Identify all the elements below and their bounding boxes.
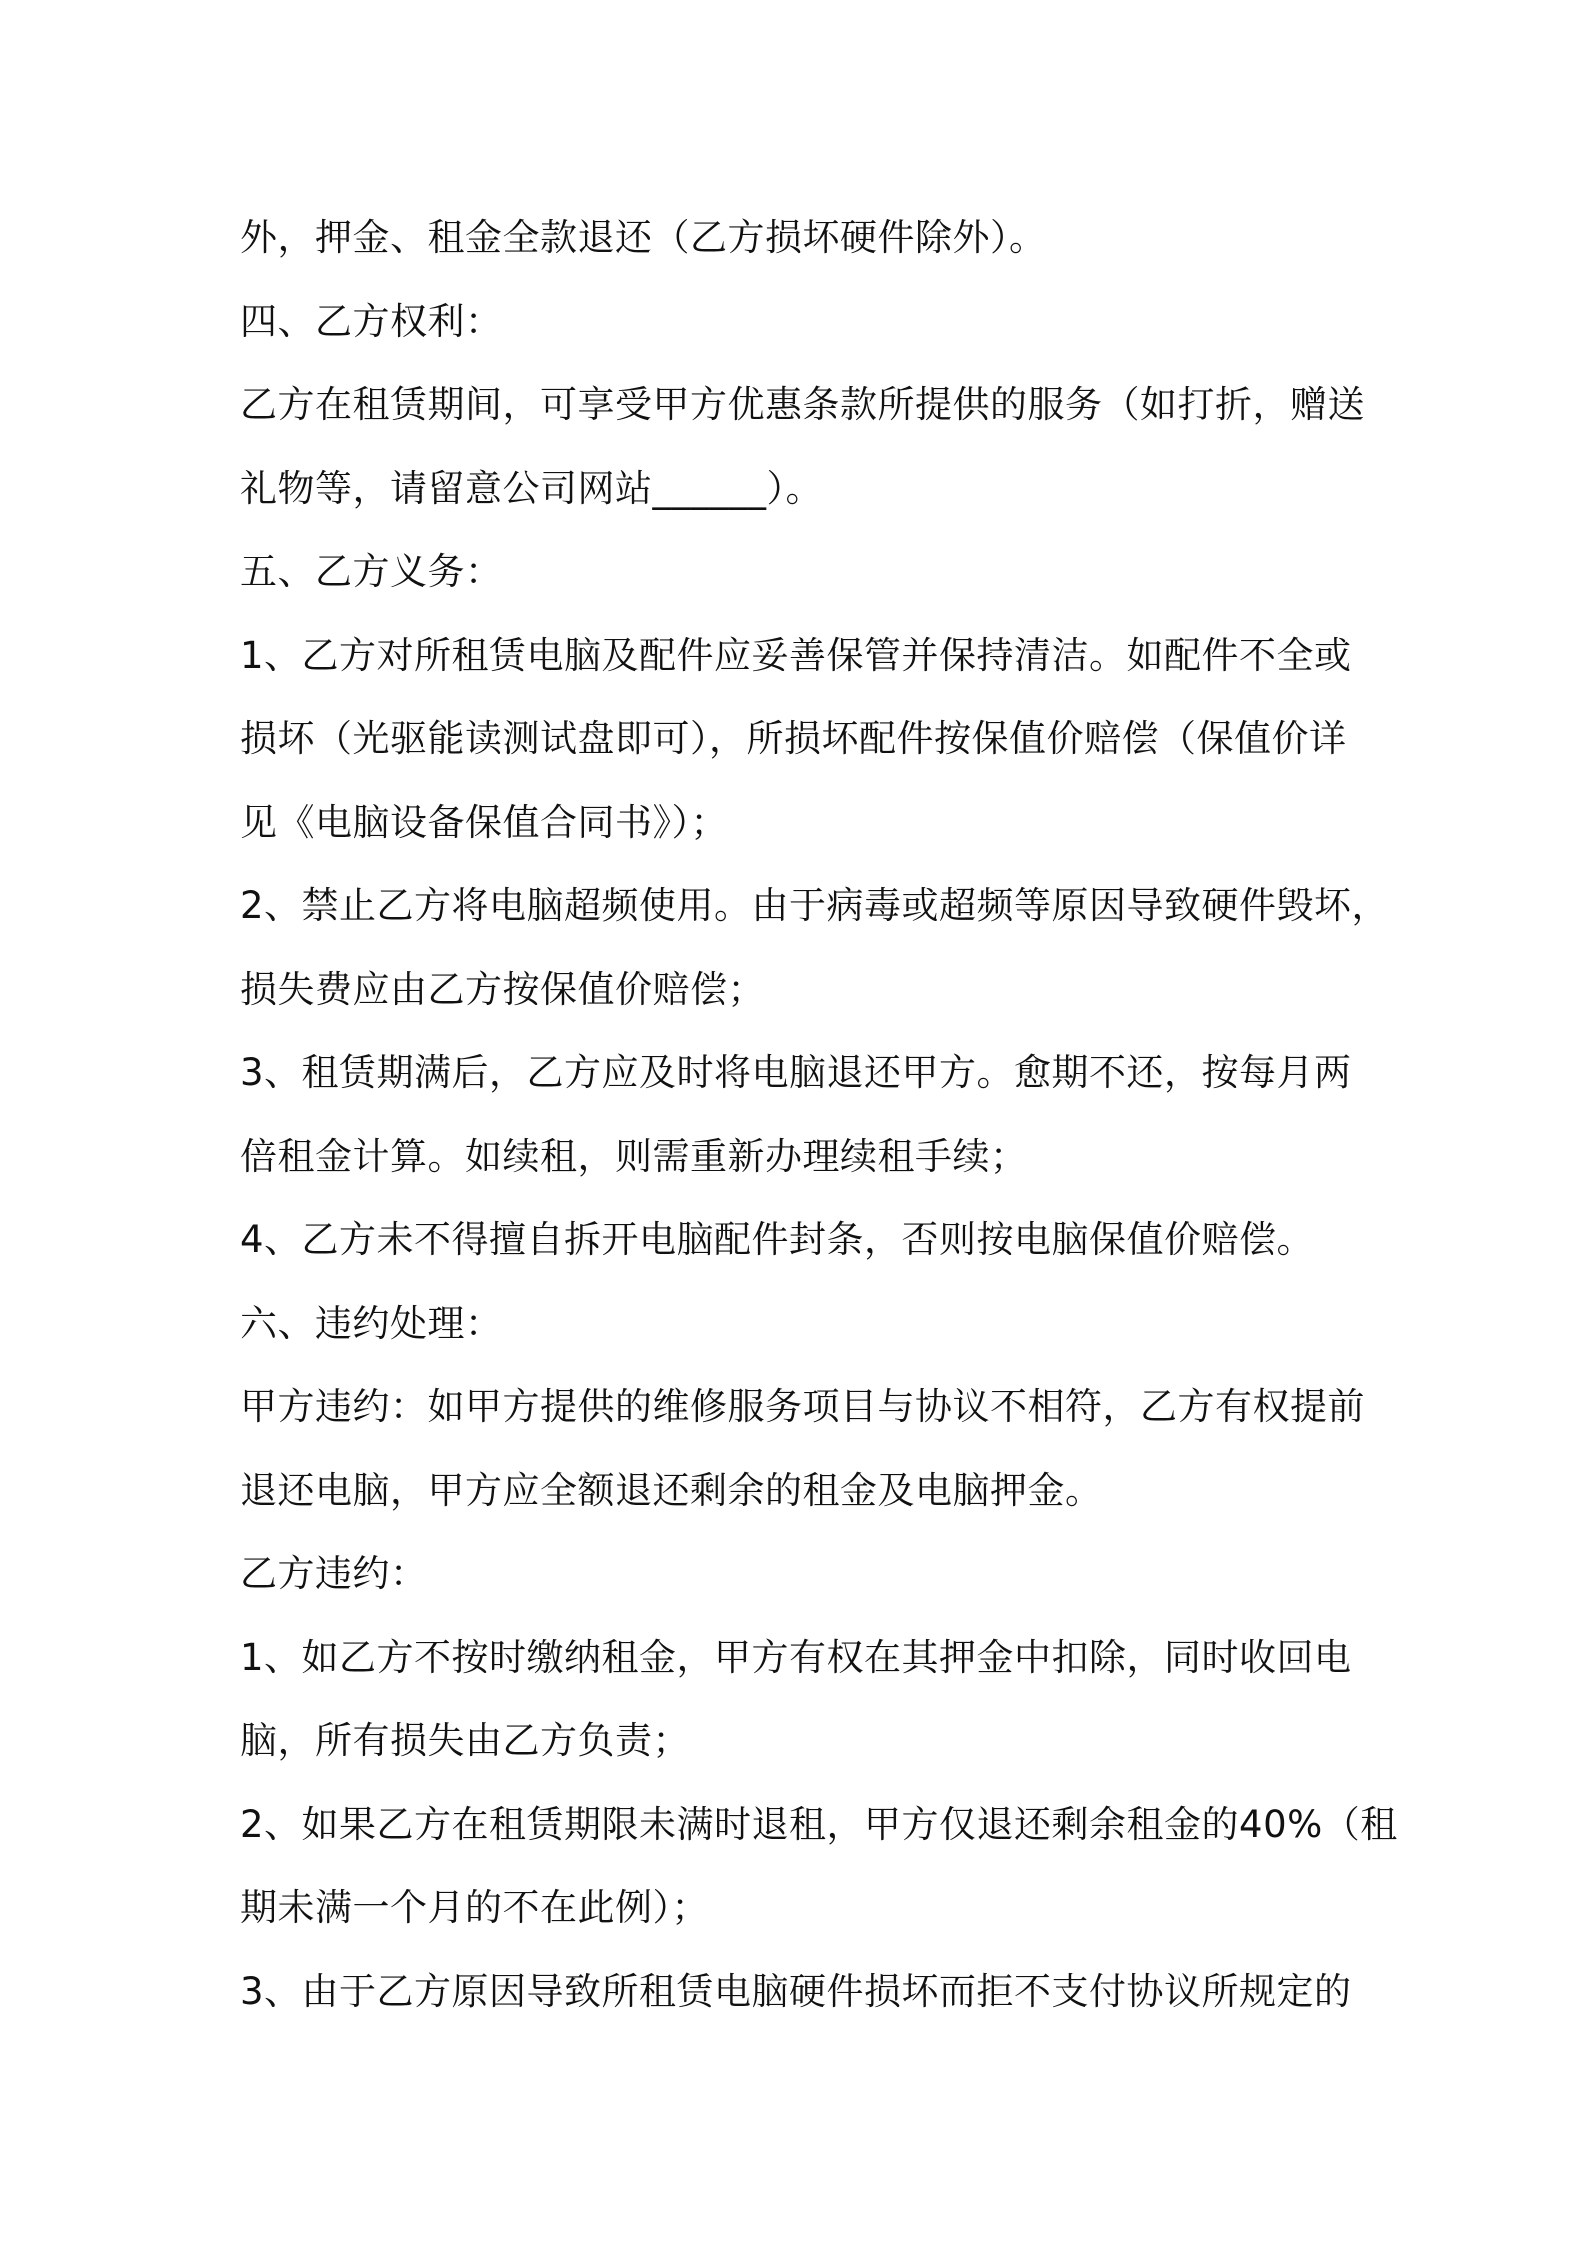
text-line: 1、如乙方不按时缴纳租金，甲方有权在其押金中扣除，同时收回电: [240, 1635, 1352, 1679]
text-line: 甲方违约：如甲方提供的维修服务项目与协议不相符，乙方有权提前: [240, 1385, 1365, 1428]
text-line: 退还电脑，甲方应全额退还剩余的租金及电脑押金。: [240, 1468, 1103, 1512]
text-line: 3、租赁期满后，乙方应及时将电脑退还甲方。愈期不还，按每月两: [240, 1051, 1352, 1094]
section-heading: 四、乙方权利：: [240, 299, 503, 343]
text-line: 2、禁止乙方将电脑超频使用。由于病毒或超频等原因导致硬件毁坏，: [240, 884, 1390, 927]
section-heading: 五、乙方义务：: [240, 550, 503, 593]
text-line: 期未满一个月的不在此例）；: [240, 1886, 709, 1929]
text-line: 损失费应由乙方按保值价赔偿；: [240, 967, 765, 1011]
text-line: 损坏（光驱能读测试盘即可），所损坏配件按保值价赔偿（保值价详: [240, 717, 1347, 760]
text-line: 外，押金、租金全款退还（乙方损坏硬件除外）。: [240, 216, 1047, 259]
text-line: 3、由于乙方原因导致所租赁电脑硬件损坏而拒不支付协议所规定的: [240, 1969, 1352, 2013]
text-line: 脑，所有损失由乙方负责；: [240, 1719, 690, 1762]
document-body: [240, 196, 1398, 2033]
text-line: 1、乙方对所租赁电脑及配件应妥善保管并保持清洁。如配件不全或: [240, 633, 1352, 677]
text-line: 4、乙方未不得擅自拆开电脑配件封条，否则按电脑保值价赔偿。: [240, 1218, 1315, 1261]
text-line: 2、如果乙方在租赁期限未满时退租，甲方仅退还剩余租金的40%（租: [240, 1802, 1398, 1846]
section-heading: 六、违约处理：: [240, 1301, 503, 1345]
text-line: 礼物等，请留意公司网站______）。: [240, 466, 823, 510]
text-line: 见《电脑设备保值合同书》）；: [240, 800, 728, 844]
text-line: 倍租金计算。如续租，则需重新办理续租手续；: [240, 1134, 1028, 1178]
text-line: 乙方在租赁期间，可享受甲方优惠条款所提供的服务（如打折，赠送: [240, 383, 1365, 426]
subsection-heading: 乙方违约：: [240, 1552, 428, 1595]
